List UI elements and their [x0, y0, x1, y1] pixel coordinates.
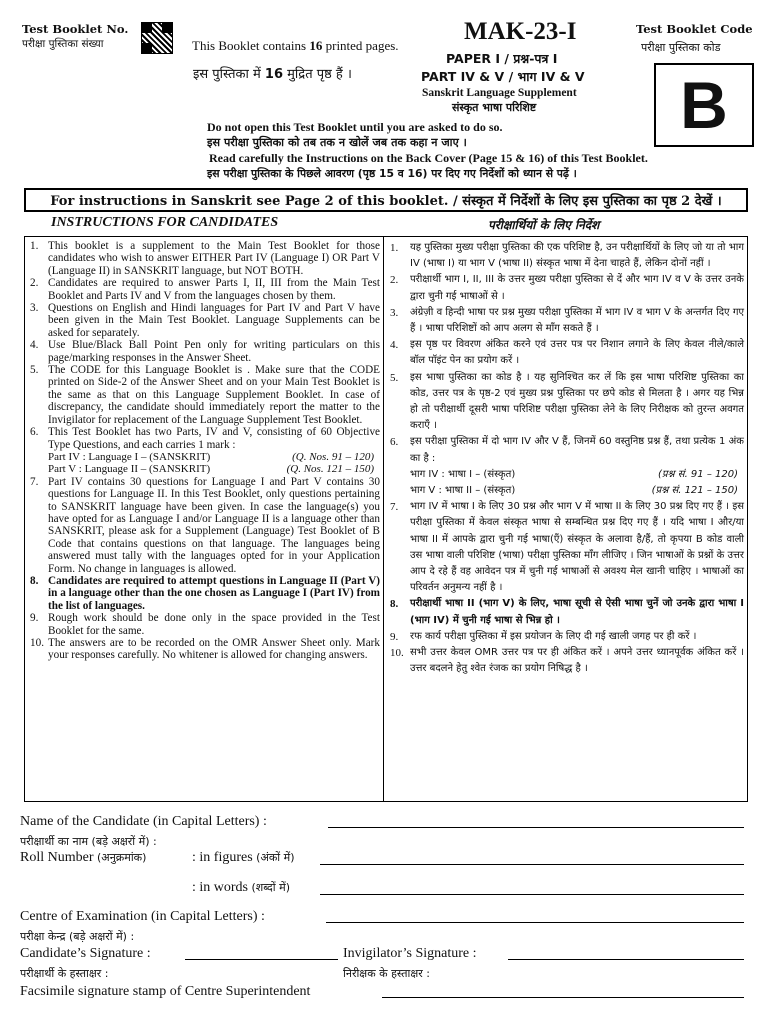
instruction-en-10: 10. The answers are to be recorded on the OMR Answer Sheet only. Mark your responses carefully. No whitener is allowed for changing answers.	[30, 637, 380, 662]
instruction-en-5: 5. The CODE for this Language Booklet is . Make sure that the CODE printed on Side-2 of the Answer Sheet and on your Main Test Booklet is the same as that on this Language Supplement Booklet. In case of discrepancy, the candidate should immediately report the matter to the Invigilator for replacement of the Language Supplement Test Booklet.	[30, 364, 380, 426]
candidate-name-label-hi: परीक्षार्थी का नाम (बड़े अक्षरों में) :	[20, 835, 157, 848]
roll-number-label: Roll Number (अनुक्रमांक)	[20, 850, 147, 865]
stamp-field[interactable]	[382, 985, 744, 998]
candidate-signature-label-hi: परीक्षार्थी के हस्ताक्षर :	[20, 967, 109, 980]
supplement-hi: संस्कृत भाषा परिशिष्ट	[452, 101, 537, 114]
part-iv-row-hi: भाग IV : भाषा I – (संस्कृत) (प्रश्न सं. 91 – 120)	[410, 468, 738, 480]
part-v-row-hi: भाग V : भाषा II – (संस्कृत) (प्रश्न सं. 121 – 150)	[410, 485, 738, 497]
invigilator-signature-label: Invigilator’s Signature :	[343, 946, 477, 961]
booklet-code-box: B	[654, 63, 754, 147]
instruction-hi-9: 9. रफ कार्य परीक्षा पुस्तिका में इस प्रयोजन के लिए दी गई खाली जगह पर ही करें ।	[390, 630, 697, 643]
centre-field[interactable]	[326, 910, 744, 923]
instruction-en-7: 7. Part IV contains 30 questions for Language I and Part V contains 30 questions for Language II. In this Test Booklet, only questions pertaining to SANSKRIT language have been given. In case the language(s) you have opted for as Language I and/or Language II is a language other than SANSKRIT, please ask for a Supplement (Language) Test Booklet of B Code that contains questions on that language. The languages being answered must tally with the languages opted for in your Application Form. No change in languages is allowed.	[30, 475, 380, 575]
instruction-hi-7: 7. भाग IV में भाषा I के लिए 30 प्रश्न और भाग V में भाषा II के लिए 30 प्रश्न दिए गए हैं । इस परीक्षा पुस्तिका में केवल संस्कृत भाषा से सम्बन्धित प्रश्न दिए गए हैं । यदि भाषा I और/या भाषा II में आपके द्वारा चुनी गई भाषा(एँ) संस्कृत के अलावा है/हैं, तो कृपया B कोड वाली उस भाषा वाली परिशिष्ट (भाषा) परीक्षा पुस्तिका माँग लीजिए । जिन भाषाओं के प्रश्नों के उत्तर आप दे रहे हैं वह आवेदन पत्र में चुनी गई भाषाओं से अवश्य मेल खानी चाहिए । भाषाओं का परिवर्तन अनुमन्य नहीं है ।	[390, 501, 744, 594]
instructions-list-en	[26, 240, 380, 662]
instructions-heading-hi: परीक्षार्थियों के लिए निर्देश	[488, 218, 600, 232]
booklet-no-label-hi: परीक्षा पुस्तिका संख्या	[22, 38, 104, 50]
centre-label: Centre of Examination (in Capital Letters) :	[20, 909, 265, 924]
column-divider	[383, 236, 384, 802]
instruction-hi-8: 8. परीक्षार्थी भाषा II (भाग V) के लिए, भाषा सूची से ऐसी भाषा चुनें जो उनके द्वारा भाषा I (भाग IV) में चुनी गई भाषा से भिन्न हो ।	[390, 598, 744, 626]
instruction-hi-1: 1. यह पुस्तिका मुख्य परीक्षा पुस्तिका की एक परिशिष्ट है, उन परीक्षार्थियों के लिए जो या तो भाग IV (भाषा I) या भाग V (भाषा II) संस्कृत भाषा में देना चाहते हैं, लेकिन दोनों नहीं ।	[390, 242, 744, 270]
invigilator-signature-label-hi: निरीक्षक के हस्ताक्षर :	[343, 967, 430, 980]
instruction-en-1: 1. This booklet is a supplement to the Main Test Booklet for those candidates who wish to answer EITHER Part IV (Language I) OR Part V (Language II) in SANSKRIT language, but NOT BOTH.	[30, 240, 380, 277]
read-instructions-en: Read carefully the Instructions on the Back Cover (Page 15 & 16) of this Test Booklet.	[209, 151, 648, 165]
centre-label-hi: परीक्षा केन्द्र (बड़े अक्षरों में) :	[20, 930, 135, 943]
instruction-hi-4: 4. इस पृष्ठ पर विवरण अंकित करने एवं उत्तर पत्र पर निशान लगाने के लिए केवल नीले/काले बॉल पॉइंट पेन का प्रयोग करें ।	[390, 339, 744, 367]
candidate-name-field[interactable]	[328, 815, 744, 828]
instruction-en-8: 8. Candidates are required to attempt questions in Language II (Part V) in a language other than the one chosen as Language I (Part IV) from the list of languages.	[30, 574, 380, 612]
instruction-en-4: 4. Use Blue/Black Ball Point Pen only for writing particulars on this page/marking responses in the Answer Sheet.	[30, 339, 380, 364]
candidate-signature-field[interactable]	[185, 947, 338, 960]
part-iv-row-en: Part IV : Language I – (SANSKRIT) (Q. Nos. 91 – 120)	[48, 450, 374, 463]
stamp-label: Facsimile signature stamp of Centre Superintendent	[20, 984, 311, 999]
part-title: PART IV & V / भाग IV & V	[421, 69, 585, 84]
instruction-en-3: 3. Questions on English and Hindi languages for Part IV and Part V have been given in the Main Test Booklet. Language Supplements can be asked for separately.	[30, 302, 380, 339]
instruction-hi-6: 6. इस परीक्षा पुस्तिका में दो भाग IV और V हैं, जिनमें 60 वस्तुनिष्ठ प्रश्न हैं, तथा प्रत्येक 1 अंक का है : भाग IV : भाषा I – (संस्कृत) (प्रश्न सं. 91 – 120) भाग V : भाषा II – (संस्कृत) (प्रश्न सं. 121 – 150)	[386, 434, 744, 499]
read-instructions-hi: इस परीक्षा पुस्तिका के पिछले आवरण (पृष्ठ 15 व 16) पर दिए गए निर्देशों को ध्यान से पढ़ें ।	[207, 167, 577, 180]
candidate-name-label: Name of the Candidate (in Capital Letters) :	[20, 814, 267, 829]
instruction-hi-10: 10. सभी उत्तर केवल OMR उत्तर पत्र पर ही अंकित करें । अपने उत्तर ध्यानपूर्वक अंकित करें । उत्तर बदलने हेतु श्वेत रंजक का प्रयोग निषिद्ध है ।	[390, 647, 744, 675]
instruction-hi-2: 2. परीक्षार्थी भाग I, II, III के उत्तर मुख्य परीक्षा पुस्तिका से दें और भाग IV व V के उत्तर उनके द्वारा चुनी गई भाषाओं से ।	[390, 274, 744, 302]
booklet-code-label-hi: परीक्षा पुस्तिका कोड	[641, 41, 721, 54]
instruction-en-6: 6. This Test Booklet has two Parts, IV and V, consisting of 60 Objective Type Questions, and each carries 1 mark : Part IV : Language I – (SANSKRIT) (Q. Nos. 91 – 120) Part V : Language II – (SANSKRIT) (Q. Nos. 121 – 150)	[30, 426, 380, 476]
pages-hi: इस पुस्तिका में 16 मुद्रित पृष्ठ हैं ।	[193, 67, 352, 82]
roll-figures-label: : in figures (अंकों में)	[192, 850, 295, 865]
candidate-signature-label: Candidate’s Signature :	[20, 946, 151, 961]
part-v-row-en: Part V : Language II – (SANSKRIT) (Q. Nos. 121 – 150)	[48, 463, 374, 476]
supplement-en: Sanskrit Language Supplement	[422, 87, 577, 99]
roll-words-field[interactable]	[320, 882, 744, 895]
instructions-list-hi	[386, 240, 744, 677]
sanskrit-instructions-banner: For instructions in Sanskrit see Page 2 of this booklet. / संस्कृत में निर्देशों के लिए इस पुस्तिका का पृष्ठ 2 देखें ।	[24, 188, 748, 212]
roll-words-label: : in words (शब्दों में)	[192, 880, 290, 895]
exam-code: MAK-23-I	[464, 18, 577, 45]
warning-hi: इस परीक्षा पुस्तिका को तब तक न खोलें जब तक कहा न जाए ।	[207, 136, 467, 149]
pages-en: This Booklet contains 16 printed pages.	[192, 38, 399, 53]
booklet-no-label: Test Booklet No.	[22, 22, 129, 36]
instruction-hi-3: 3. अंग्रेज़ी व हिन्दी भाषा पर प्रश्न मुख्य परीक्षा पुस्तिका में भाग IV व भाग V के अन्तर्गत दिए गए हैं । भाषा परिशिष्टों को आप अलग से माँग सकते हैं ।	[390, 306, 744, 335]
warning-en: Do not open this Test Booklet until you are asked to do so.	[207, 120, 503, 134]
instruction-hi-5: 5. इस भाषा पुस्तिका का कोड है । यह सुनिश्चित कर लें कि इस भाषा परिशिष्ट पुस्तिका का कोड, उत्तर पत्र के पृष्ठ-2 एवं मुख्य प्रश्न पुस्तिका पर छपे कोड से मिलता है । अगर यह भिन्न हो तो परीक्षार्थी दूसरी भाषा परिशिष्ट परीक्षा पुस्तिका लेने के लिए निरीक्षक को तुरन्त अवगत कराएँ ।	[390, 371, 744, 432]
booklet-code-label: Test Booklet Code	[636, 22, 753, 36]
paper-title: PAPER I / प्रश्न-पत्र I	[446, 51, 558, 66]
roll-figures-field[interactable]	[320, 852, 744, 865]
instruction-en-2: 2. Candidates are required to answer Parts I, II, III from the Main Test Booklet and Parts IV and V from the languages chosen by them.	[30, 277, 380, 302]
qr-code-icon	[141, 22, 173, 54]
instructions-heading-en: INSTRUCTIONS FOR CANDIDATES	[51, 215, 279, 230]
instruction-en-9: 9. Rough work should be done only in the space provided in the Test Booklet for the same.	[30, 612, 380, 637]
invigilator-signature-field[interactable]	[508, 947, 744, 960]
